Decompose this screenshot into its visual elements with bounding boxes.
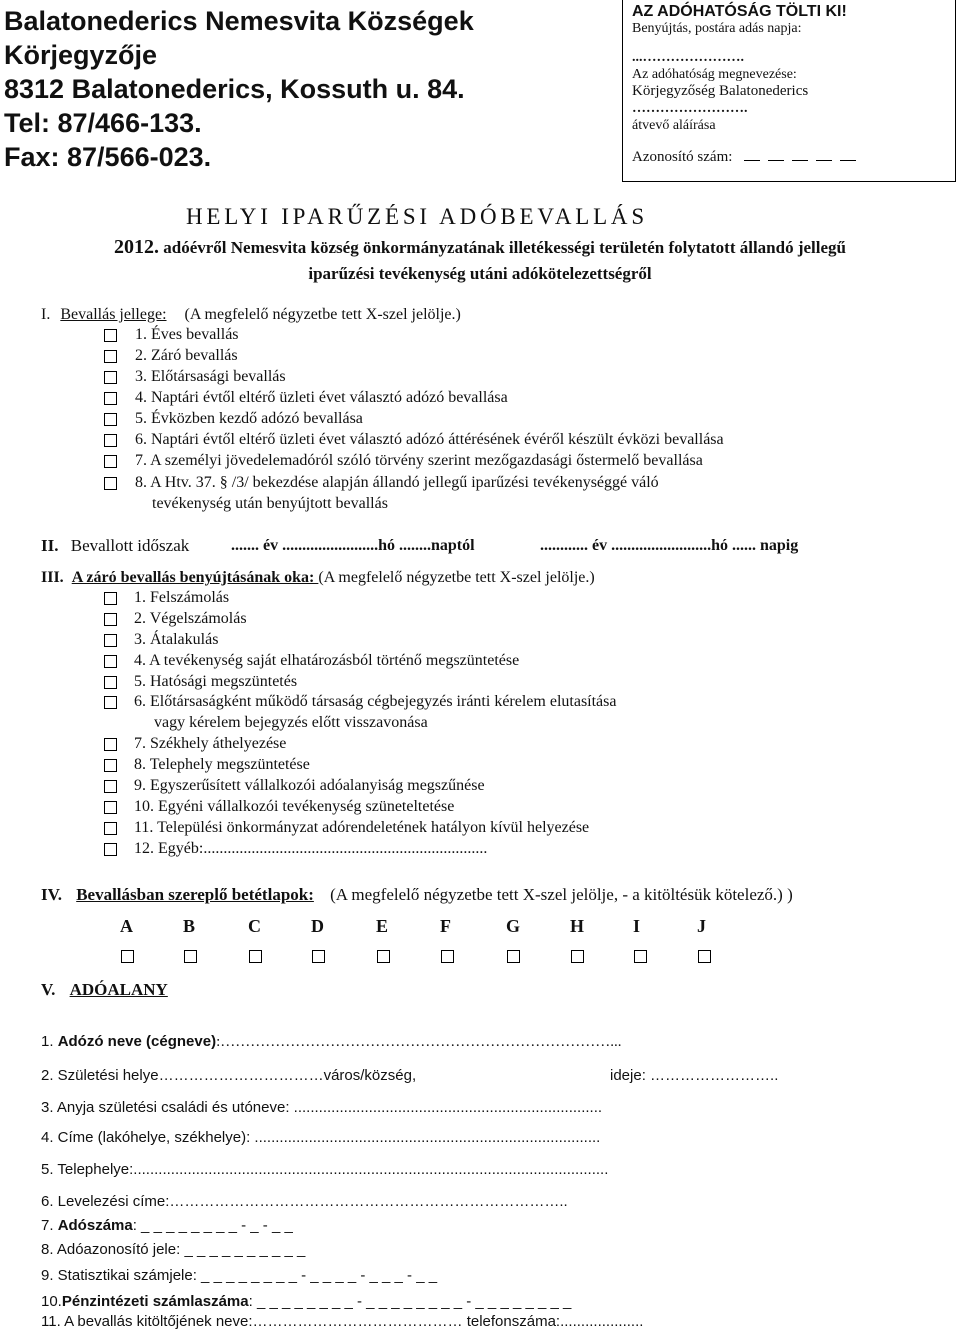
closing-reason-option-label: 5. Hatósági megszüntetés	[134, 673, 298, 690]
section3-heading-row	[41, 568, 595, 588]
attachment-sheet-checkbox[interactable]	[249, 950, 262, 963]
closing-reason-option-label: 7. Székhely áthelyezése	[134, 735, 287, 752]
return-type-option-checkbox[interactable]	[104, 350, 117, 363]
closing-reason-option-checkbox[interactable]	[104, 822, 117, 835]
receiver-signature-field[interactable]: …………………….	[632, 101, 748, 116]
return-type-option-checkbox[interactable]	[104, 329, 117, 342]
closing-reason-option-label: 9. Egyszerűsített vállalkozói adóalanyiság megszűnése	[134, 777, 485, 794]
tax-number-row[interactable]	[41, 1216, 293, 1236]
return-type-option-checkbox[interactable]	[104, 455, 117, 468]
closing-reason-option-checkbox[interactable]	[104, 843, 117, 856]
return-type-option-checkbox[interactable]	[104, 434, 117, 447]
closing-reason-option-label: 10. Egyéni vállalkozói tevékenység szüneteltetése	[134, 798, 455, 815]
closing-reason-option-checkbox[interactable]	[104, 655, 117, 668]
office-phone: Tel: 87/466-133.	[4, 108, 202, 138]
id-number-label: Azonosító szám:	[632, 149, 733, 165]
form-subtitle	[0, 234, 960, 287]
attachment-sheet-letter: C	[248, 916, 261, 936]
return-type-option-label: 3. Előtársasági bevallás	[135, 368, 286, 385]
id-number-blank[interactable]	[792, 148, 808, 161]
return-type-option-checkbox[interactable]	[104, 392, 117, 405]
attachment-sheet-letter: B	[183, 916, 196, 936]
attachment-sheet-checkbox[interactable]	[634, 950, 647, 963]
address-field[interactable]: 4. Címe (lakóhelye, székhelye): ...................................................................................	[41, 1129, 601, 1146]
preparer-name-field[interactable]: 11. A bevallás kitöltőjének neve:…………………………………… telefonszáma:....................	[41, 1313, 644, 1330]
office-name-line1: Balatonederics Nemesvita Községek	[4, 6, 474, 36]
closing-reason-option-checkbox[interactable]	[104, 634, 117, 647]
section2-row	[41, 536, 189, 556]
tax-number-label: Adószáma	[57, 1217, 133, 1234]
submission-date-field[interactable]: ...………………….	[632, 50, 744, 65]
closing-reason-option-label: 11. Települési önkormányzat adórendeletének hatályon kívül helyezése	[134, 819, 590, 836]
attachment-sheet-checkbox[interactable]	[312, 950, 325, 963]
id-number-blank[interactable]	[744, 148, 760, 161]
closing-reason-option-checkbox[interactable]	[104, 592, 117, 605]
return-type-option-label: 5. Évközben kezdő adózó bevallása	[135, 410, 363, 427]
return-type-option-checkbox[interactable]	[104, 477, 117, 490]
return-type-option-label: 2. Záró bevallás	[135, 347, 238, 364]
closing-reason-option-checkbox[interactable]	[104, 780, 117, 793]
submission-date-label: Benyújtás, postára adás napja:	[632, 21, 802, 36]
closing-reason-option-label: 8. Telephely megszüntetése	[134, 756, 310, 773]
attachment-sheet-letter: H	[570, 916, 585, 936]
return-type-option-label: 6. Naptári évtől eltérő üzleti évet választó adózó áttérésének évéről készült évközi bevallása	[135, 431, 724, 448]
closing-reason-option-checkbox[interactable]	[104, 801, 117, 814]
return-type-option-checkbox[interactable]	[104, 413, 117, 426]
authority-box-heading: AZ ADÓHATÓSÁG TÖLTI KI!	[632, 3, 847, 20]
field-number: 7.	[41, 1217, 54, 1234]
attachment-sheet-checkbox[interactable]	[184, 950, 197, 963]
return-type-option-label: 4. Naptári évtől eltérő üzleti évet választó adózó bevallása	[135, 389, 508, 406]
field-number: 1.	[41, 1033, 54, 1050]
section3-heading: A záró bevallás benyújtásának oka:	[71, 569, 319, 586]
closing-reason-option-label: 3. Átalakulás	[134, 631, 219, 648]
section5-heading: ADÓALANY	[69, 980, 168, 999]
form-title: HELYI IPARŰZÉSI ADÓBEVALLÁS	[186, 204, 648, 229]
return-type-option-label: 7. A személyi jövedelemadóról szóló törvény szerint mezőgazdasági őstermelő bevallása	[135, 452, 703, 469]
mailing-address-field[interactable]: 6. Levelezési címe:……………………………………………………………………..	[41, 1193, 568, 1210]
subtitle-line2: iparűzési tevékenység utáni adókötelezettségről	[308, 264, 652, 283]
section3-roman: III.	[41, 569, 64, 586]
taxpayer-name-row[interactable]	[41, 1032, 621, 1052]
attachment-sheet-letter: J	[697, 916, 706, 936]
closing-reason-option-checkbox[interactable]	[104, 738, 117, 751]
attachment-sheet-letter: F	[440, 916, 451, 936]
section1-item8-continuation: tevékenység után benyújtott bevallás	[152, 495, 388, 512]
office-street: 8312 Balatonederics, Kossuth u. 84.	[4, 74, 465, 104]
birth-date-field[interactable]: ideje: ……………………..	[610, 1067, 779, 1084]
return-type-option-checkbox[interactable]	[104, 371, 117, 384]
tax-id-field[interactable]: 8. Adóazonosító jele: _ _ _ _ _ _ _ _ _ _	[41, 1241, 306, 1258]
section4-hint: (A megfelelő négyzetbe tett X-szel jelölje, - a kitöltésük kötelező.) )	[330, 885, 793, 904]
office-address	[4, 4, 474, 174]
authority-name: Körjegyzőség Balatonederics	[632, 83, 809, 99]
bank-account-field[interactable]: : _ _ _ _ _ _ _ _ - _ _ _ _ _ _ _ _ - _ _ _ _ _ _ _ _	[248, 1293, 572, 1310]
bank-account-label: Pénzintézeti számlaszáma	[61, 1293, 249, 1310]
closing-reason-option-label: 6. Előtársaságként működő társaság cégbejegyzés iránti kérelem elutasítása	[134, 693, 617, 710]
premises-field[interactable]: 5. Telephelye:..................................................................................................................	[41, 1161, 609, 1178]
closing-reason-option-label: 12. Egyéb:.......................................................................	[134, 840, 488, 857]
attachment-sheet-checkbox[interactable]	[571, 950, 584, 963]
section5-heading-row	[41, 980, 168, 1000]
section3-hint: (A megfelelő négyzetbe tett X-szel jelölje.)	[318, 569, 595, 586]
section2-heading: Bevallott időszak	[70, 536, 190, 555]
id-number-blank[interactable]	[816, 148, 832, 161]
section5-roman: V.	[41, 980, 56, 999]
section1-heading-row	[41, 305, 461, 325]
attachment-sheet-letter: D	[311, 916, 324, 936]
section1-hint: (A megfelelő négyzetbe tett X-szel jelölje.)	[184, 306, 461, 323]
closing-reason-option-checkbox[interactable]	[104, 676, 117, 689]
id-number-blank[interactable]	[768, 148, 784, 161]
subtitle-line1: adóévről Nemesvita község önkormányzatának illetékességi területén folytatott állandó jellegű	[163, 238, 846, 257]
tax-year: 2012.	[114, 236, 159, 258]
statistical-number-field[interactable]: 9. Statisztikai számjele: _ _ _ _ _ _ _ _ - _ _ _ _ - _ _ _ - _ _	[41, 1267, 438, 1284]
attachment-sheet-checkbox[interactable]	[698, 950, 711, 963]
tax-number-field[interactable]: : _ _ _ _ _ _ _ _ - _ - _ _	[132, 1217, 293, 1234]
section4-heading-row	[41, 885, 793, 905]
mother-name-field[interactable]: 3. Anyja születési családi és utóneve: ..........................................................................	[41, 1099, 603, 1116]
section3-item6-continuation: vagy kérelem bejegyzés előtt visszavonása	[154, 714, 428, 731]
section4-roman: IV.	[41, 885, 62, 904]
authority-box	[622, 0, 956, 182]
closing-reason-option-checkbox[interactable]	[104, 759, 117, 772]
section4-heading: Bevallásban szereplő betétlapok:	[76, 885, 314, 904]
attachment-sheet-checkbox[interactable]	[121, 950, 134, 963]
closing-reason-option-label: 2. Végelszámolás	[134, 610, 247, 627]
return-type-option-label: 8. A Htv. 37. § /3/ bekezdése alapján állandó jellegű iparűzési tevékenységgé váló	[135, 474, 659, 491]
field-number: 10.	[41, 1293, 62, 1310]
closing-reason-option-checkbox[interactable]	[104, 613, 117, 626]
period-from-field[interactable]: ....... év ........................hó ........naptól	[231, 537, 475, 554]
period-to-field[interactable]: ............ év .........................hó ...... napig	[540, 537, 799, 554]
closing-reason-option-label: 4. A tevékenység saját elhatározásból történő megszüntetése	[134, 652, 520, 669]
taxpayer-name-label: Adózó neve (cégneve)	[57, 1033, 217, 1050]
bank-account-row[interactable]	[41, 1292, 571, 1312]
closing-reason-option-checkbox[interactable]	[104, 696, 117, 709]
attachment-sheet-letter: A	[120, 916, 133, 936]
taxpayer-name-field[interactable]: :……………………………………………………………………...	[216, 1034, 622, 1050]
attachment-sheet-checkbox[interactable]	[441, 950, 454, 963]
authority-name-label: Az adóhatóság megnevezése:	[632, 67, 797, 82]
section1-heading: Bevallás jellege:	[60, 306, 167, 323]
id-number-row	[632, 148, 955, 166]
birth-place-field[interactable]: 2. Születési helye……………………………város/község,	[41, 1067, 417, 1084]
attachment-sheet-letter: I	[633, 916, 641, 936]
return-type-option-label: 1. Éves bevallás	[135, 326, 239, 343]
closing-reason-option-label: 1. Felszámolás	[134, 589, 230, 606]
attachment-sheet-letter: E	[376, 916, 389, 936]
office-name-line2: Körjegyzője	[4, 40, 158, 70]
attachment-sheet-checkbox[interactable]	[507, 950, 520, 963]
office-fax: Fax: 87/566-023.	[4, 142, 212, 172]
id-number-blank[interactable]	[840, 148, 856, 161]
receiver-signature-label: átvevő aláírása	[632, 118, 716, 133]
attachment-sheet-checkbox[interactable]	[377, 950, 390, 963]
section2-roman: II.	[41, 536, 59, 555]
attachment-sheet-letter: G	[506, 916, 521, 936]
section1-roman: I.	[41, 306, 51, 323]
